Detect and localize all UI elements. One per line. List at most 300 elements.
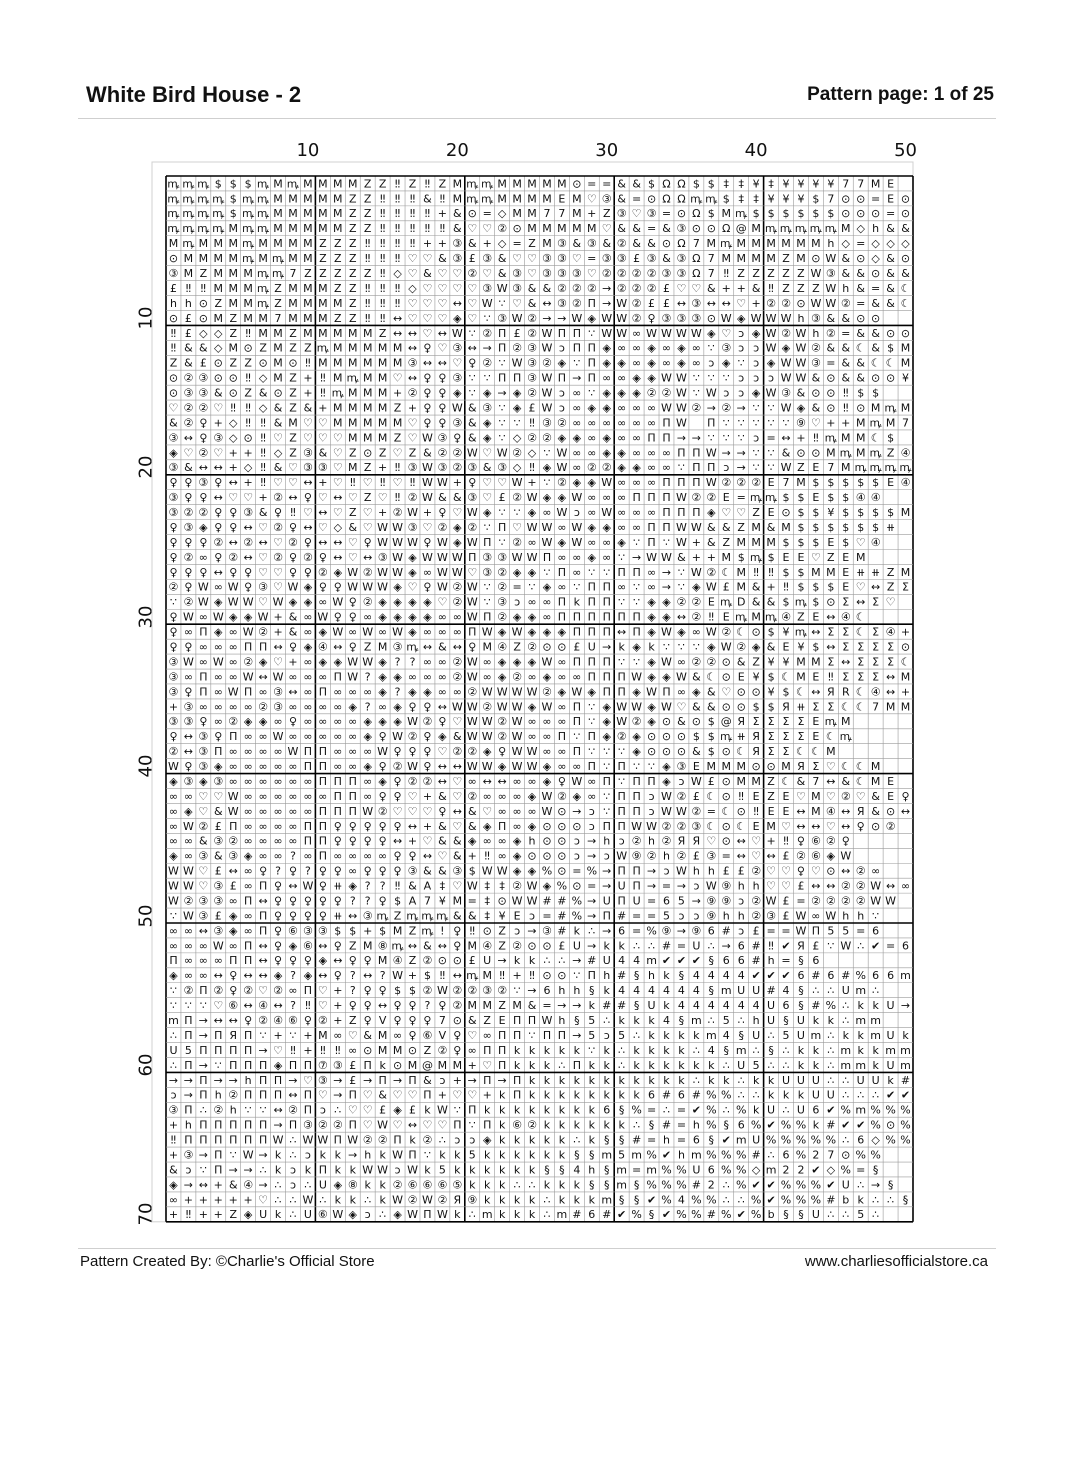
svg-text:∞: ∞ [184,835,193,848]
svg-text:M: M [482,999,492,1012]
svg-text:◈: ◈ [647,611,656,624]
svg-text:♡: ♡ [303,506,313,519]
svg-text:∞: ∞ [244,835,253,848]
svg-text:§: § [888,1178,894,1191]
svg-text:↔: ↔ [199,461,208,474]
svg-text:&: & [841,372,850,385]
svg-text:‼: ‼ [290,1044,295,1057]
svg-text:k: k [544,1074,551,1087]
svg-text:W: W [721,312,732,325]
svg-text:Z: Z [349,506,357,519]
svg-text:↔: ↔ [408,372,417,385]
svg-text:②: ② [632,267,642,280]
svg-text:∞: ∞ [438,685,447,698]
svg-text:♀: ♀ [334,581,342,594]
svg-text:♀: ♀ [394,820,402,833]
svg-text:⊙: ⊙ [886,327,895,340]
svg-text:E: E [812,611,819,624]
svg-text:Π: Π [513,1074,521,1087]
svg-text:k: k [589,1119,596,1132]
svg-text:$: $ [812,192,819,205]
svg-text:∞: ∞ [288,790,297,803]
svg-text:②: ② [183,551,193,564]
svg-text:&: & [767,640,776,653]
svg-text:M: M [199,252,209,265]
svg-text:∴: ∴ [543,954,550,967]
svg-text:W: W [482,760,493,773]
svg-text:&: & [274,461,283,474]
svg-text:M: M [572,192,582,205]
svg-text:∴: ∴ [618,1044,625,1057]
svg-text:⊙: ⊙ [542,969,551,982]
svg-text:h: h [738,909,745,922]
svg-text:+: + [438,237,447,250]
svg-text:k: k [798,1059,805,1072]
svg-text:Z: Z [782,252,790,265]
svg-text:=: = [483,207,492,220]
svg-text:②: ② [706,655,716,668]
svg-text:Z: Z [483,1014,491,1027]
svg-text:¥: ¥ [812,177,819,190]
svg-text:③: ③ [781,387,791,400]
svg-text:E: E [812,730,819,743]
svg-text:♀: ♀ [408,850,416,863]
svg-text:Π: Π [259,1134,267,1147]
svg-text:♡: ♡ [348,536,358,549]
svg-text:◈: ◈ [259,655,268,668]
svg-text:‼: ‼ [245,416,250,429]
svg-text:♡: ♡ [348,1029,358,1042]
svg-text:⊙: ⊙ [871,312,880,325]
svg-text:%: % [736,1148,746,1161]
svg-text:ꝳ: ꝳ [257,297,269,310]
svg-text:$: $ [797,566,804,579]
svg-text:Z: Z [797,282,805,295]
svg-text:→: → [587,894,596,907]
svg-text:Π: Π [244,1089,252,1102]
svg-text:+: + [483,237,492,250]
svg-text:↔: ↔ [453,297,462,310]
svg-text:M: M [348,342,358,355]
svg-text:Σ: Σ [887,640,894,653]
svg-text:♀: ♀ [423,536,431,549]
svg-text:Π: Π [468,1104,476,1117]
svg-text:③: ③ [198,387,208,400]
svg-text:♀: ♀ [169,566,177,579]
svg-text:$: $ [245,177,252,190]
svg-text:∞: ∞ [303,611,312,624]
svg-text:◈: ◈ [378,775,387,788]
svg-text:♀: ♀ [304,909,312,922]
svg-text:&: & [841,357,850,370]
svg-text:‼: ‼ [395,207,400,220]
svg-text:◈: ◈ [662,775,671,788]
svg-text:◈: ◈ [169,850,178,863]
svg-text:Π: Π [319,805,327,818]
svg-text:Π: Π [513,1029,521,1042]
svg-text:M: M [348,387,358,400]
svg-text:∞: ∞ [169,939,178,952]
svg-text:♡: ♡ [318,521,328,534]
svg-text:②: ② [751,909,761,922]
svg-text:∴: ∴ [379,1208,386,1221]
svg-text:Π: Π [498,1044,506,1057]
svg-text:Z: Z [319,237,327,250]
svg-text:⊙: ⊙ [259,357,268,370]
svg-text:k: k [424,1163,431,1176]
svg-text:W: W [571,491,582,504]
svg-text:∴: ∴ [648,939,655,952]
svg-text:k: k [424,1104,431,1117]
svg-text:?: ? [290,969,296,982]
svg-text:Π: Π [498,521,506,534]
svg-text:+: + [244,476,253,489]
svg-text:∵: ∵ [185,999,192,1012]
svg-text:③: ③ [303,446,313,459]
svg-text:W: W [168,865,179,878]
svg-text:Π: Π [603,685,611,698]
svg-text:♡: ♡ [258,566,268,579]
svg-text:∞: ∞ [303,775,312,788]
svg-text:∴: ∴ [827,1074,834,1087]
svg-text:+: + [333,999,342,1012]
svg-text:W: W [437,566,448,579]
svg-text:?: ? [425,999,431,1012]
svg-text:③: ③ [228,850,238,863]
svg-text:∞: ∞ [557,670,566,683]
svg-text:%: % [781,1119,791,1132]
svg-text:m: m [870,1014,881,1027]
svg-text:k: k [663,1074,670,1087]
svg-text:∞: ∞ [557,745,566,758]
svg-text:W: W [676,670,687,683]
svg-text:♀: ♀ [289,865,297,878]
svg-text:②: ② [437,446,447,459]
svg-text:③: ③ [766,909,776,922]
svg-text:↔: ↔ [348,909,357,922]
svg-text:M: M [378,401,388,414]
svg-text:4: 4 [738,969,745,982]
svg-text:Z: Z [887,446,895,459]
svg-text:◈: ◈ [528,506,537,519]
svg-text:∵: ∵ [484,596,491,609]
svg-text:◈: ◈ [319,954,328,967]
svg-text:Z: Z [364,192,372,205]
svg-text:④: ④ [871,536,881,549]
svg-text:③: ③ [497,461,507,474]
svg-text:Z: Z [498,924,506,937]
svg-text:◈: ◈ [304,640,313,653]
svg-text:=: = [766,924,775,937]
svg-text:W: W [407,506,418,519]
svg-text:∞: ∞ [498,850,507,863]
svg-text:W: W [437,581,448,594]
svg-text:‼: ‼ [320,387,325,400]
svg-text:¥: ¥ [499,909,506,922]
svg-text:‼: ‼ [395,222,400,235]
svg-text:↔: ↔ [363,969,372,982]
svg-text:¥: ¥ [768,685,775,698]
svg-text:②: ② [363,566,373,579]
svg-text:k: k [633,1059,640,1072]
svg-text:W: W [512,730,523,743]
svg-text:⊙: ⊙ [647,745,656,758]
svg-text:♡: ♡ [437,1119,447,1132]
svg-text:$: $ [812,521,819,534]
svg-text:↔: ↔ [811,820,820,833]
svg-text:k: k [529,1208,536,1221]
svg-text:W: W [497,865,508,878]
svg-text:◈: ◈ [483,745,492,758]
svg-text:③: ③ [198,909,208,922]
svg-text:♀: ♀ [334,939,342,952]
svg-text:&: & [707,685,716,698]
svg-text:$: $ [887,506,894,519]
svg-text:h: h [842,282,849,295]
svg-text:W: W [676,491,687,504]
svg-text:=: = [856,1163,865,1176]
svg-text:E: E [887,192,894,205]
svg-text:③: ③ [452,865,462,878]
svg-text:◈: ◈ [244,1208,253,1221]
svg-text:Σ: Σ [842,640,849,653]
svg-text:↔: ↔ [229,476,238,489]
svg-text:ↄ: ↄ [469,1134,475,1147]
svg-text:↔: ↔ [273,999,282,1012]
svg-text:W: W [392,969,403,982]
svg-text:♡: ♡ [423,282,433,295]
svg-text:⊙: ⊙ [826,372,835,385]
svg-text:Π: Π [423,1089,431,1102]
svg-text:◈: ◈ [408,611,417,624]
svg-text:∞: ∞ [259,730,268,743]
svg-text:Π: Π [632,775,640,788]
svg-text:Z: Z [887,581,895,594]
svg-text:Π: Π [588,969,596,982]
svg-text:♡: ♡ [856,536,866,549]
svg-text:∞: ∞ [602,491,611,504]
svg-text:&: & [468,237,477,250]
svg-text:Π: Π [558,327,566,340]
svg-text:W: W [362,655,373,668]
svg-text:U: U [797,1029,805,1042]
svg-text:◈: ◈ [214,596,223,609]
svg-text:♀: ♀ [558,775,566,788]
svg-text:E: E [723,611,730,624]
svg-text:&: & [871,297,880,310]
svg-text:✔: ✔ [662,1148,671,1161]
svg-text:W: W [781,401,792,414]
svg-text:∞: ∞ [647,401,656,414]
svg-text:Σ: Σ [872,640,879,653]
svg-text:§: § [634,969,640,982]
svg-text:m: m [736,1044,747,1057]
svg-text:◈: ◈ [588,476,597,489]
svg-text:=: = [662,880,671,893]
svg-text:U: U [827,1089,835,1102]
svg-text:∞: ∞ [184,954,193,967]
svg-text:M: M [497,192,507,205]
svg-text:◇: ◇ [244,461,253,474]
svg-text:W: W [825,252,836,265]
svg-text:£: £ [797,880,804,893]
svg-text:∴: ∴ [618,1059,625,1072]
svg-text:⑥: ⑥ [512,1119,522,1132]
svg-text:&: & [632,237,641,250]
svg-text:+: + [303,1044,312,1057]
svg-text:U: U [319,1178,327,1191]
svg-text:∞: ∞ [498,790,507,803]
svg-text:$: $ [842,521,849,534]
svg-text:ↄ: ↄ [768,372,774,385]
svg-text:W: W [377,1163,388,1176]
svg-text:②: ② [617,267,627,280]
svg-text:③: ③ [318,924,328,937]
svg-text:&: & [468,909,477,922]
svg-text:✔: ✔ [617,1208,626,1221]
svg-text:Π: Π [603,611,611,624]
svg-text:5: 5 [678,894,685,907]
svg-text:④: ④ [318,640,328,653]
svg-text:Π: Π [199,1089,207,1102]
svg-text:h: h [170,297,177,310]
svg-text:M: M [258,252,268,265]
svg-text:∞: ∞ [542,715,551,728]
svg-text:k: k [813,1059,820,1072]
svg-text:♡: ♡ [423,297,433,310]
svg-text:∵: ∵ [633,760,640,773]
svg-text:M: M [886,416,896,429]
svg-text:∞: ∞ [273,790,282,803]
svg-text:M: M [557,222,567,235]
svg-text:Π: Π [453,1119,461,1132]
svg-text:∞: ∞ [214,670,223,683]
svg-text:②: ② [736,640,746,653]
svg-text:$: $ [887,342,894,355]
svg-text:‼: ‼ [320,1044,325,1057]
footer-credit: Pattern Created By: ©Charlie's Official Store [80,1253,375,1270]
svg-text:#: # [617,999,626,1012]
svg-text:☾: ☾ [841,700,851,713]
svg-text:D: D [737,596,745,609]
svg-text:£: £ [409,1104,416,1117]
svg-text:⑧: ⑧ [348,1178,358,1191]
svg-text:Π: Π [334,670,342,683]
svg-text:£: £ [379,1104,386,1117]
svg-text:✔: ✔ [901,1089,910,1102]
svg-text:E: E [783,790,790,803]
svg-text:‼: ‼ [395,880,400,893]
svg-text:⊙: ⊙ [722,790,731,803]
svg-text:∴: ∴ [842,999,849,1012]
svg-text:k: k [633,1074,640,1087]
svg-text:③: ③ [437,431,447,444]
svg-text:◈: ◈ [334,655,343,668]
svg-text:Z: Z [200,267,208,280]
svg-text:∞: ∞ [453,626,462,639]
svg-text:Π: Π [588,357,596,370]
svg-text:U: U [767,1014,775,1027]
svg-text:+: + [752,297,761,310]
svg-text:♡: ♡ [288,476,298,489]
svg-text:⊙: ⊙ [886,805,895,818]
svg-text:∞: ∞ [632,416,641,429]
svg-text:W: W [810,267,821,280]
svg-text:5: 5 [663,909,670,922]
svg-text:M: M [348,357,358,370]
svg-text:M: M [303,282,313,295]
svg-text:Π: Π [319,1163,327,1176]
svg-text:M: M [781,237,791,250]
svg-text:W: W [347,566,358,579]
svg-text:=: = [512,581,521,594]
svg-text:Σ: Σ [872,670,879,683]
svg-text:k: k [589,1134,596,1147]
svg-text:+: + [707,551,716,564]
svg-text:∵: ∵ [603,745,610,758]
svg-text:W: W [661,401,672,414]
svg-text:W: W [766,312,777,325]
svg-text:Π: Π [244,640,252,653]
svg-text:k: k [365,1178,372,1191]
footer-website[interactable]: www.charliesofficialstore.ca [805,1253,988,1270]
svg-text:∞: ∞ [288,805,297,818]
svg-text:②: ② [198,401,208,414]
svg-text:∵: ∵ [783,416,790,429]
svg-text:‡: ‡ [484,909,490,922]
svg-text:W: W [646,551,657,564]
svg-text:◈: ◈ [513,401,522,414]
svg-text:Z: Z [737,521,745,534]
svg-text:m: m [482,1208,493,1221]
svg-text:m: m [870,1029,881,1042]
svg-text:W: W [825,282,836,295]
svg-text:☾: ☾ [736,820,746,833]
svg-text:∞: ∞ [527,805,536,818]
svg-text:②: ② [781,327,791,340]
svg-text:⊙: ⊙ [901,640,910,653]
svg-text:ꝳ: ꝳ [257,267,269,280]
svg-text:W: W [542,790,553,803]
svg-text:∵: ∵ [678,461,685,474]
svg-text:②: ② [826,894,836,907]
svg-text:∞: ∞ [273,835,282,848]
svg-text:↔: ↔ [438,939,447,952]
svg-text:∞: ∞ [572,387,581,400]
svg-text:♀: ♀ [334,820,342,833]
svg-text:∞: ∞ [617,342,626,355]
svg-text:♀: ♀ [334,865,342,878]
svg-text:♀: ♀ [364,865,372,878]
svg-text:②: ② [751,865,761,878]
svg-text:h: h [693,865,700,878]
svg-text:②: ② [497,984,507,997]
svg-text:m: m [855,984,866,997]
svg-text:↔: ↔ [229,536,238,549]
svg-text:Π: Π [334,805,342,818]
svg-text:‼: ‼ [380,222,385,235]
svg-text:ꝳ: ꝳ [167,192,179,205]
svg-text:∴: ∴ [543,1208,550,1221]
svg-text:②: ② [243,984,253,997]
svg-text:7: 7 [827,1148,834,1161]
svg-text:‼: ‼ [350,476,355,489]
svg-text:☾: ☾ [841,760,851,773]
svg-text:♡: ♡ [318,984,328,997]
svg-text:#: # [542,894,551,907]
svg-text:◈: ◈ [647,342,656,355]
svg-text:③: ③ [617,207,627,220]
